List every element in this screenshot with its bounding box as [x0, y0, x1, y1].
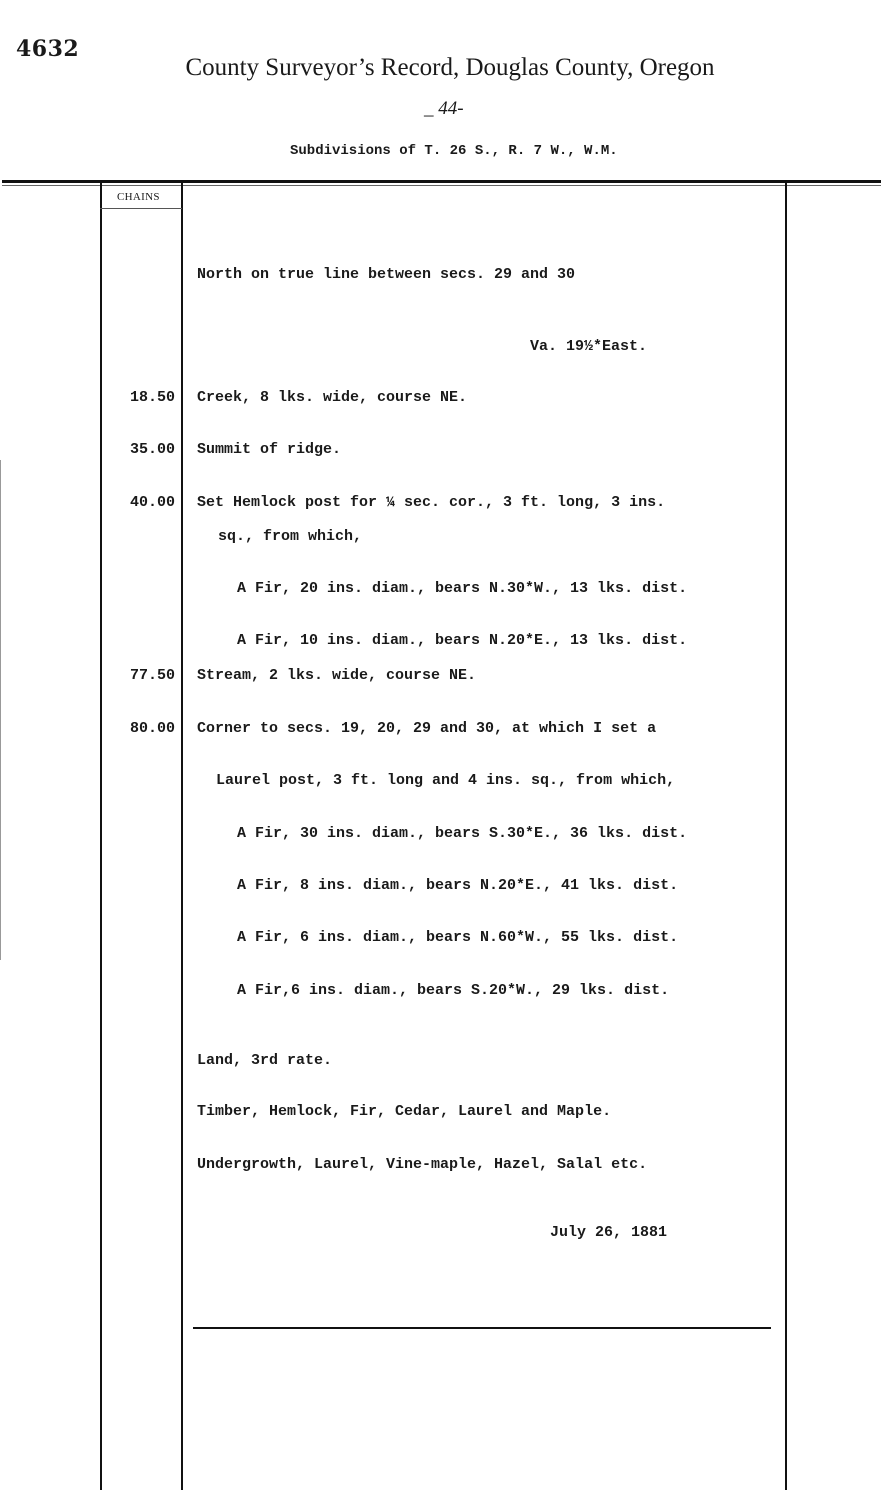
top-rule: [2, 180, 881, 183]
closing-rule: [193, 1327, 771, 1329]
bearing-tree-line: A Fir, 20 ins. diam., bears N.30*W., 13 lks. dist.: [237, 580, 688, 597]
field-note-line: North on true line between secs. 29 and 30: [197, 266, 576, 283]
field-note-line: Corner to secs. 19, 20, 29 and 30, at which I set a: [197, 720, 657, 737]
subdivision-heading: Subdivisions of T. 26 S., R. 7 W., W.M.: [290, 143, 618, 159]
column-left-border: [100, 180, 102, 1490]
top-rule-thin: [2, 185, 881, 186]
page-subnumber: _ 44-: [424, 98, 464, 119]
record-title: County Surveyor’s Record, Douglas County, Oregon: [185, 54, 715, 81]
field-note-line: Stream, 2 lks. wide, course NE.: [197, 667, 477, 684]
margin-line: [0, 460, 1, 960]
field-note-line: Summit of ridge.: [197, 441, 342, 458]
undergrowth-description: Undergrowth, Laurel, Vine-maple, Hazel, Salal etc.: [197, 1156, 648, 1173]
bearing-tree-line: A Fir, 6 ins. diam., bears N.60*W., 55 lks. dist.: [237, 929, 679, 946]
field-note-line: sq., from which,: [218, 528, 363, 545]
bearing-tree-line: A Fir,6 ins. diam., bears S.20*W., 29 lks. dist.: [237, 982, 670, 999]
variation-note: Va. 19½*East.: [530, 338, 648, 355]
timber-description: Timber, Hemlock, Fir, Cedar, Laurel and Maple.: [197, 1103, 612, 1120]
bearing-tree-line: A Fir, 10 ins. diam., bears N.20*E., 13 lks. dist.: [237, 632, 688, 649]
field-note-line: Set Hemlock post for ¼ sec. cor., 3 ft. long, 3 ins.: [197, 494, 666, 511]
survey-date: July 26, 1881: [550, 1224, 668, 1241]
chains-value: 35.00: [129, 441, 175, 458]
page-number: 4632: [16, 36, 80, 62]
header-underline: [100, 208, 182, 209]
chains-column-header: CHAINS: [117, 191, 160, 203]
column-right-border: [785, 180, 787, 1490]
bearing-tree-line: A Fir, 30 ins. diam., bears S.30*E., 36 lks. dist.: [237, 825, 688, 842]
field-note-line: Creek, 8 lks. wide, course NE.: [197, 389, 468, 406]
chains-value: 40.00: [129, 494, 175, 511]
chains-value: 77.50: [129, 667, 175, 684]
field-note-line: Laurel post, 3 ft. long and 4 ins. sq., from which,: [216, 772, 676, 789]
land-rating: Land, 3rd rate.: [197, 1052, 333, 1069]
chains-value: 18.50: [129, 389, 175, 406]
bearing-tree-line: A Fir, 8 ins. diam., bears N.20*E., 41 lks. dist.: [237, 877, 679, 894]
chains-column-divider: [181, 180, 183, 1490]
chains-value: 80.00: [129, 720, 175, 737]
